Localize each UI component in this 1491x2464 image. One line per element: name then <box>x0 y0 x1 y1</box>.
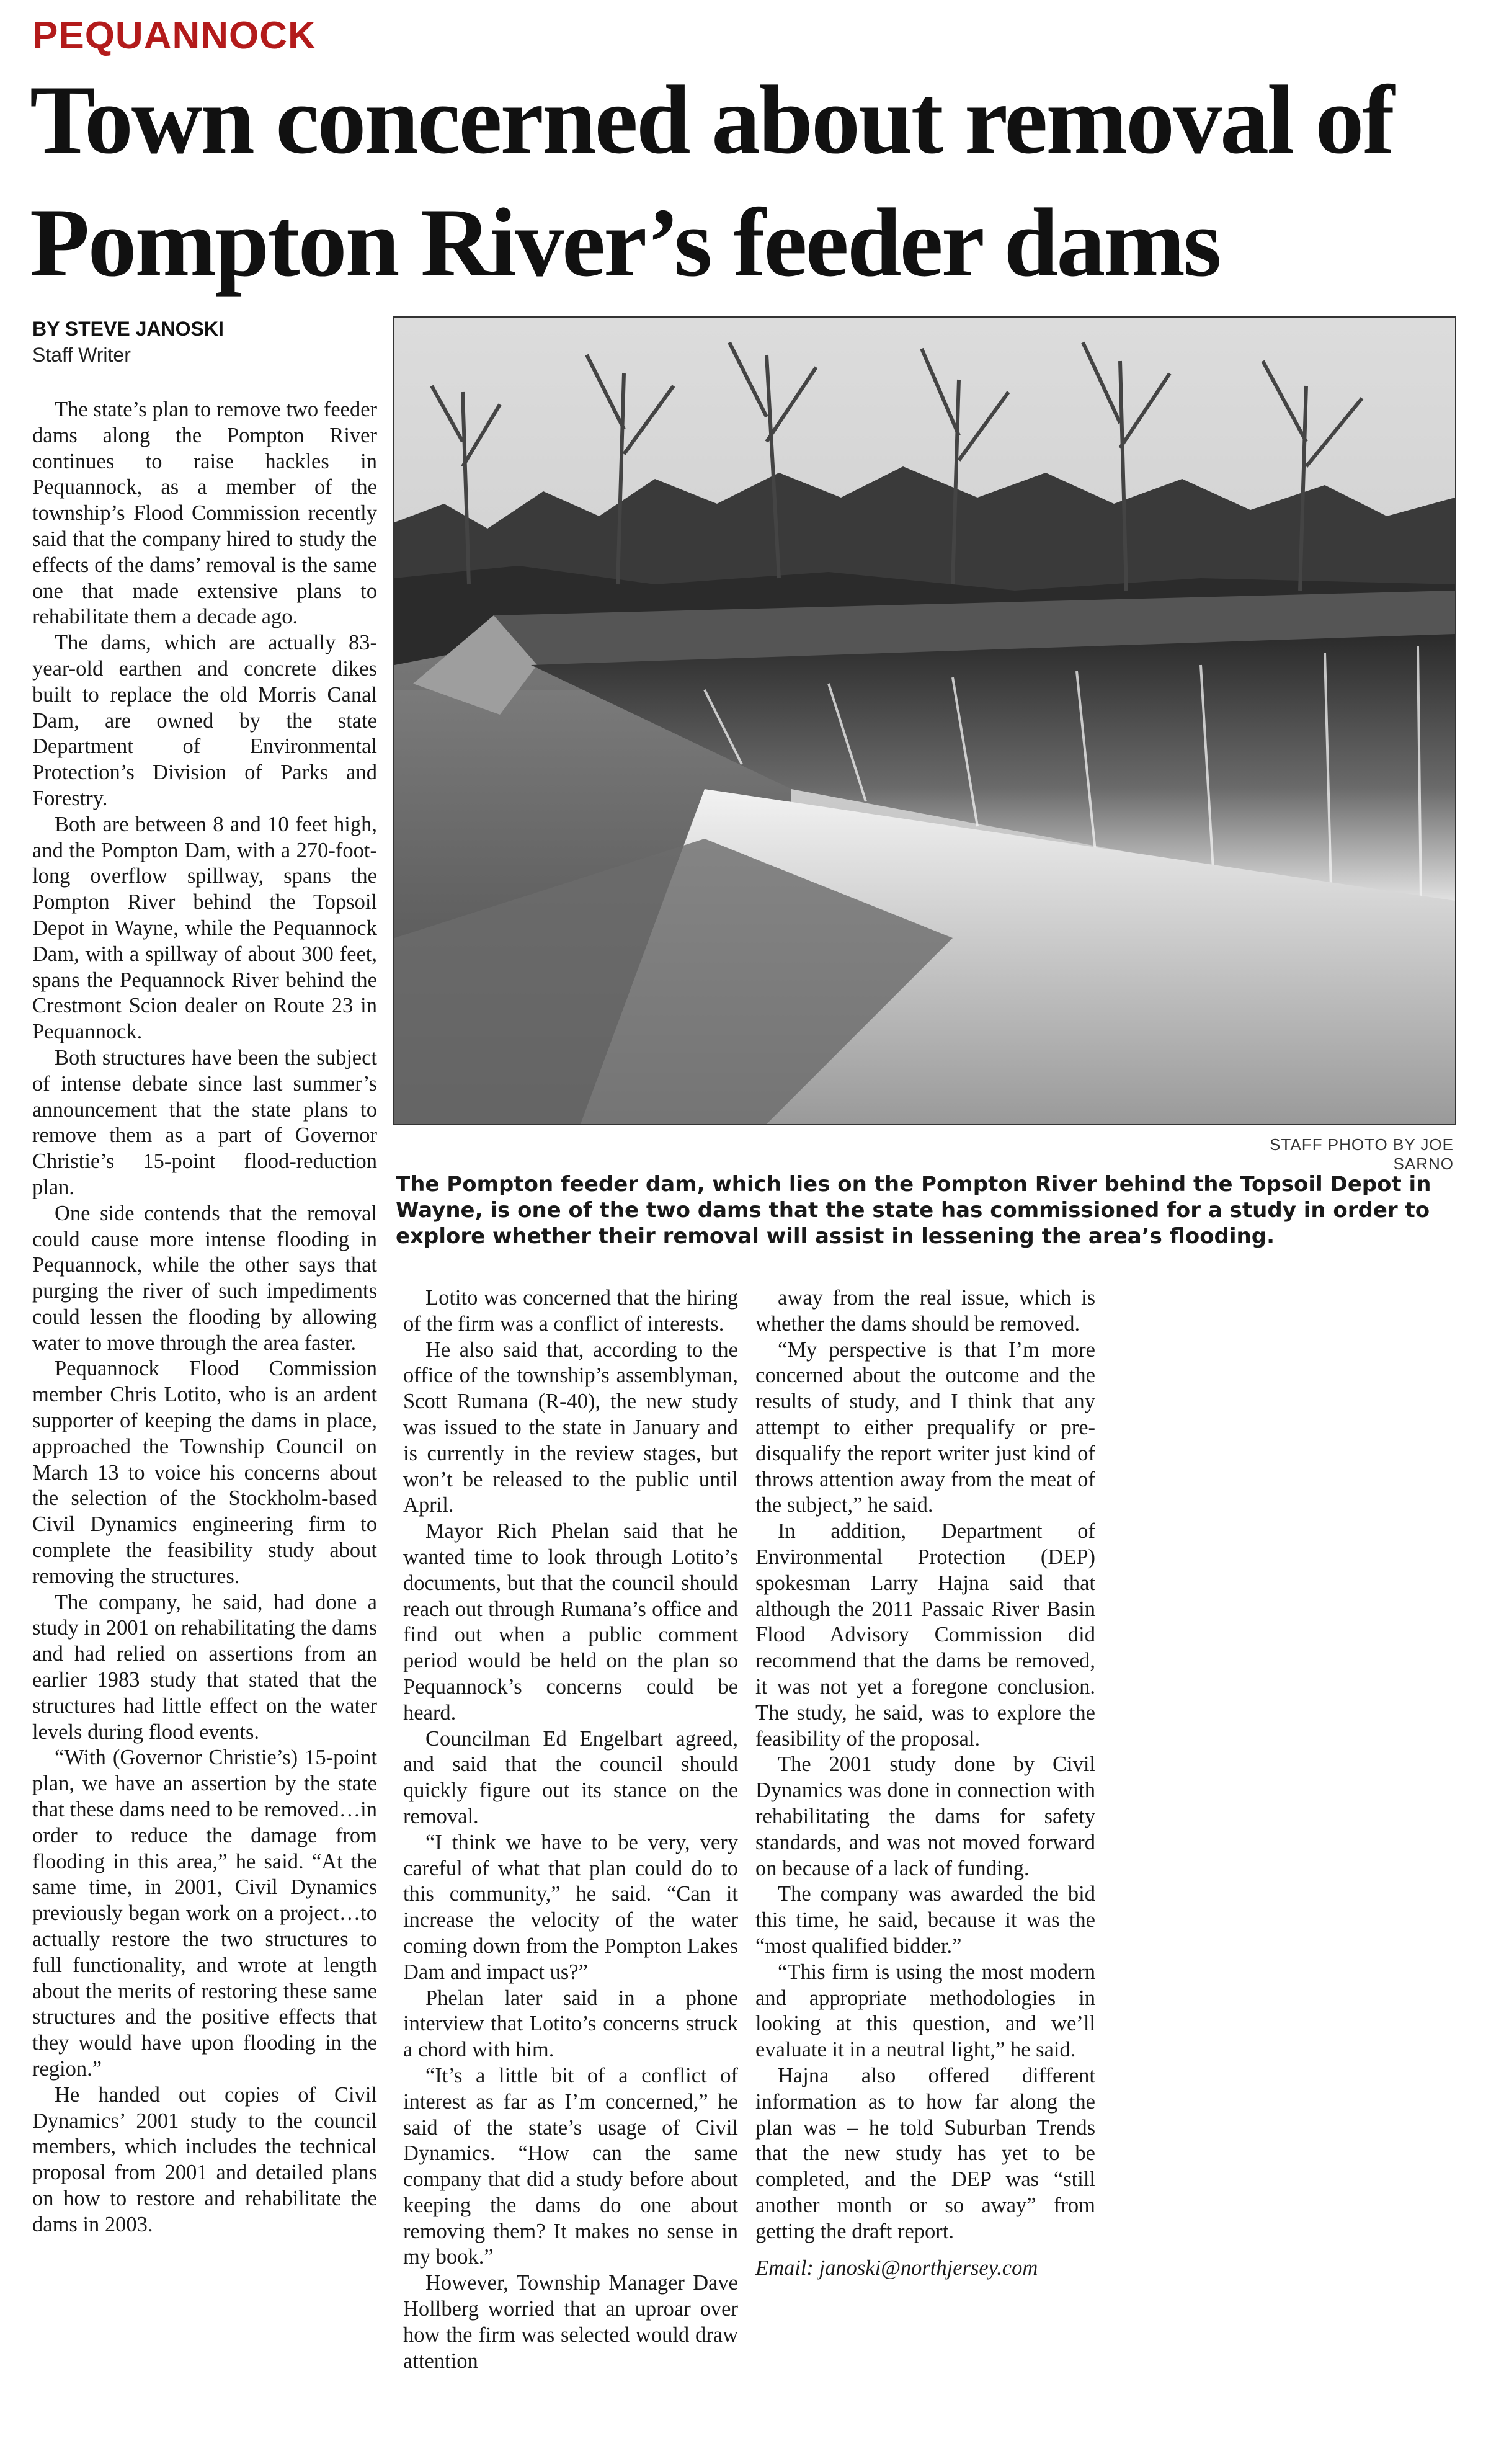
paragraph: “I think we have to be very, very careful of what that plan could do to this community,” he said. “Can it increase the velocity of the water coming down from the Pompton Lakes Dam and impact us?” <box>403 1830 738 1984</box>
paragraph: Both are between 8 and 10 feet high, and the Pompton Dam, with a 270-foot-long overflow spillway, spans the Pompton River behind the Topsoil Depot in Wayne, while the Pequannock Dam, with a spillway of about 300 feet, spans the Pequannock River behind the Crestmont Scion dealer on Route 23 in Pequannock. <box>32 812 377 1044</box>
paragraph: The company, he said, had done a study in 2001 on rehabilitating the dams and had relied on assertions from an earlier 1983 study that stated that the structures had little effect on the water levels during flood events. <box>32 1590 377 1744</box>
paragraph: “My perspective is that I’m more concerned about the outcome and the results of study, and I think that any attempt to either prequalify or pre-disqualify the report writer just kind of throws attention away from the meat of the subject,” he said. <box>755 1337 1095 1517</box>
paragraph: The 2001 study done by Civil Dynamics was done in connection with rehabilitating the dams for safety standards, and was not moved forward on because of a lack of funding. <box>755 1752 1095 1880</box>
headline: Town concerned about removal of Pompton River’s feeder dams <box>30 66 1393 297</box>
paragraph: The dams, which are actually 83-year-old earthen and concrete dikes built to replace the old Morris Canal Dam, are owned by the state Department of Environmental Protection’s Division of Parks and Forestry. <box>32 631 377 810</box>
paragraph: Phelan later said in a phone interview that Lotito’s concerns struck a chord with him. <box>403 1986 738 2062</box>
byline-name: BY STEVE JANOSKI <box>32 318 224 340</box>
waterfall-dam-image <box>394 318 1455 1124</box>
paragraph: “This firm is using the most modern and appropriate methodologies in looking at this question, and we’ll evaluate it in a neutral light,” he said. <box>755 1960 1095 2062</box>
photo-credit: STAFF PHOTO BY JOE SARNO <box>1270 1135 1454 1173</box>
paragraph: Pequannock Flood Commission member Chris Lotito, who is an ardent supporter of keeping the dams in place, approached the Township Council on March 13 to voice his concerns about the selection of the Stockholm-based Civil Dynamics engineering firm to complete the feasibility study about removing the structures. <box>32 1357 377 1588</box>
dam-photo <box>393 316 1456 1125</box>
article-column-3 <box>755 1285 1095 2452</box>
paragraph: Lotito was concerned that the hiring of the firm was a conflict of interests. <box>403 1286 738 1336</box>
section-label: PEQUANNOCK <box>32 14 316 57</box>
paragraph: The company was awarded the bid this time, he said, because it was the “most qualified bidder.” <box>755 1882 1095 1958</box>
paragraph: Both structures have been the subject of intense debate since last summer’s announcement that the state plans to remove them as a part of Governor Christie’s 15-point flood-reduction plan. <box>32 1045 377 1199</box>
paragraph: “With (Governor Christie’s) 15-point plan, we have an assertion by the state that these dams need to be removed…in order to reduce the damage from flooding in this area,” he said. “At the same time, in 2001, Civil Dynamics previously began work on a project…to actually restore the two structures to full functionality, and wrote at length about the merits of restoring these same structures and the positive effects that they would have upon flooding in the region.” <box>32 1746 377 2081</box>
article-column-2 <box>403 1285 738 2452</box>
paragraph: In addition, Department of Environmental Protection (DEP) spokesman Larry Hajna said that although the 2011 Passaic River Basin Flood Advisory Commission did recommend that the dams be removed, it was not yet a foregone conclusion. The study, he said, was to explore the feasibility of the proposal. <box>755 1519 1095 1751</box>
paragraph: away from the real issue, which is whether the dams should be removed. <box>755 1286 1095 1336</box>
byline-title: Staff Writer <box>32 344 131 366</box>
paragraph: Councilman Ed Engelbart agreed, and said that the council should quickly figure out its stance on the removal. <box>403 1726 738 1828</box>
paragraph: The state’s plan to remove two feeder dams along the Pompton River continues to raise hackles in Pequannock, as a member of the township’s Flood Commission recently said that the company hired to study the effects of the dams’ removal is the same one that made extensive plans to rehabilitate them a decade ago. <box>32 398 377 629</box>
paragraph: However, Township Manager Dave Hollberg worried that an uproar over how the firm was selected would draw attention <box>403 2271 738 2373</box>
paragraph: He also said that, according to the office of the township’s assemblyman, Scott Rumana (R-40), the new study was issued to the state in January and is currently in the review stages, but won’t be released to the public until April. <box>403 1337 738 1517</box>
paragraph: He handed out copies of Civil Dynamics’ 2001 study to the council members, which includes the technical proposal from 2001 and detailed plans on how to restore and rehabilitate the dams in 2003. <box>32 2082 377 2236</box>
author-email: Email: janoski@northjersey.com <box>755 2256 1038 2280</box>
paragraph: One side contends that the removal could cause more intense flooding in Pequannock, while the other says that purging the river of such impediments could lessen the flooding by allowing water to move through the area faster. <box>32 1201 377 1355</box>
article-column-1 <box>32 397 377 2444</box>
paragraph: “It’s a little bit of a conflict of interest as far as I’m concerned,” he said of the state’s usage of Civil Dynamics. “How can the same company that did a study before about keeping the dams do one about removing them? It makes no sense in my book.” <box>403 2063 738 2269</box>
paragraph: Hajna also offered different information as to how far along the plan was – he told Suburban Trends that the new study has yet to be completed, and the DEP was “still another month or so away” from getting the draft report. <box>755 2063 1095 2243</box>
photo-caption: The Pompton feeder dam, which lies on the Pompton River behind the Topsoil Depot in Wayne, is one of the two dams that the state has commissioned for a study in order to explore whether their removal will assist in lessening the area’s flooding. <box>396 1172 1431 1249</box>
paragraph: Mayor Rich Phelan said that he wanted time to look through Lotito’s documents, but that the council should reach out through Rumana’s office and find out when a public comment period would be held on the plan so Pequannock’s concerns could be heard. <box>403 1519 738 1725</box>
